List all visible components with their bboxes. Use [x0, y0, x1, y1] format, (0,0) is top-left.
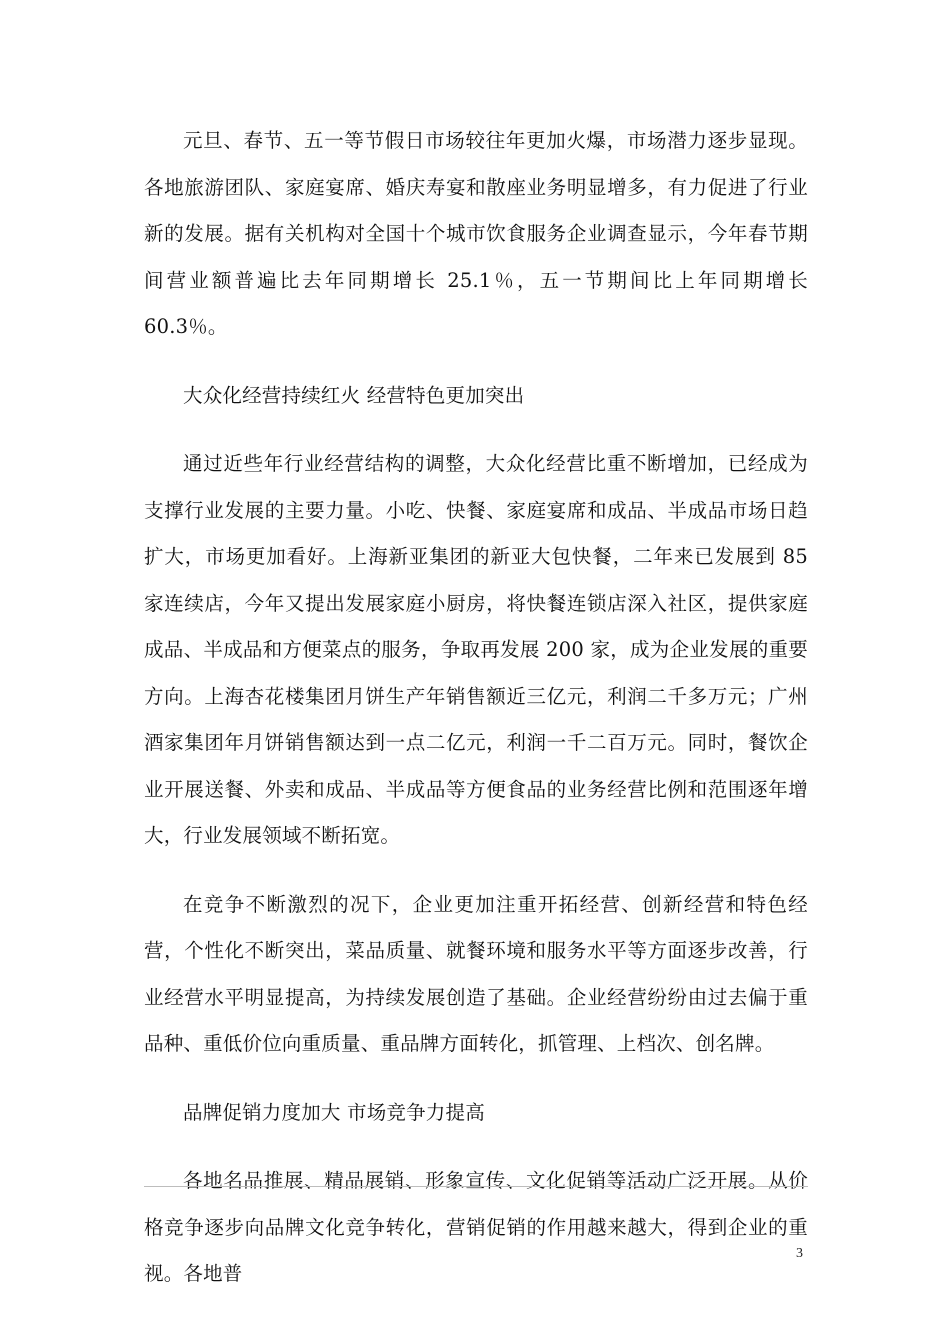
- paragraph-mass-market: 通过近些年行业经营结构的调整，大众化经营比重不断增加，已经成为支撑行业发展的主要力量。小吃、快餐、家庭宴席和成品、半成品市场日趋扩大，市场更加看好。上海新亚集团的新亚大包快餐，二年来已发展到 85 家连续店，今年又提出发展家庭小厨房，将快餐连锁店深入社区，提供家庭成品、半成品和方便菜点的服务，争取再发展 200 家，成为企业发展的重要方向。上海杏花楼集团月饼生产年销售额近三亿元，利润二千多万元；广州酒家集团年月饼销售额达到一点二亿元，利润一千二百万元。同时，餐饮企业开展送餐、外卖和成品、半成品等方便食品的业务经营比例和范围逐年增大，行业发展领域不断拓宽。: [144, 452, 808, 847]
- section-heading-mass-market: 大众化经营持续红火 经营特色更加突出: [183, 383, 525, 407]
- section-heading-brand-promotion: 品牌促销力度加大 市场竞争力提高: [183, 1100, 485, 1124]
- page-number: 3: [796, 1246, 803, 1261]
- paragraph-brand-promotion: 各地名品推展、精品展销、形象宣传、文化促销等活动广泛开展。从价格竞争逐步向品牌文化竞争转化，营销促销的作用越来越大，得到企业的重视。各地普: [144, 1169, 808, 1285]
- document-body: [144, 118, 808, 1320]
- paragraph-holiday-market: 元旦、春节、五一等节假日市场较往年更加火爆，市场潜力逐步显现。各地旅游团队、家庭宴席、婚庆寿宴和散座业务明显增多，有力促进了行业新的发展。据有关机构对全国十个城市饮食服务企业调查显示，今年春节期间营业额普遍比去年同期增长 25.1％，五一节期间比上年同期增长 60.3％。: [144, 129, 808, 338]
- footer-divider: [144, 1186, 808, 1187]
- paragraph-competition: 在竞争不断激烈的况下，企业更加注重开拓经营、创新经营和特色经营，个性化不断突出，菜品质量、就餐环境和服务水平等方面逐步改善，行业经营水平明显提高，为持续发展创造了基础。企业经营纷纷由过去偏于重品种、重低价位向重质量、重品牌方面转化，抓管理、上档次、创名牌。: [144, 892, 808, 1055]
